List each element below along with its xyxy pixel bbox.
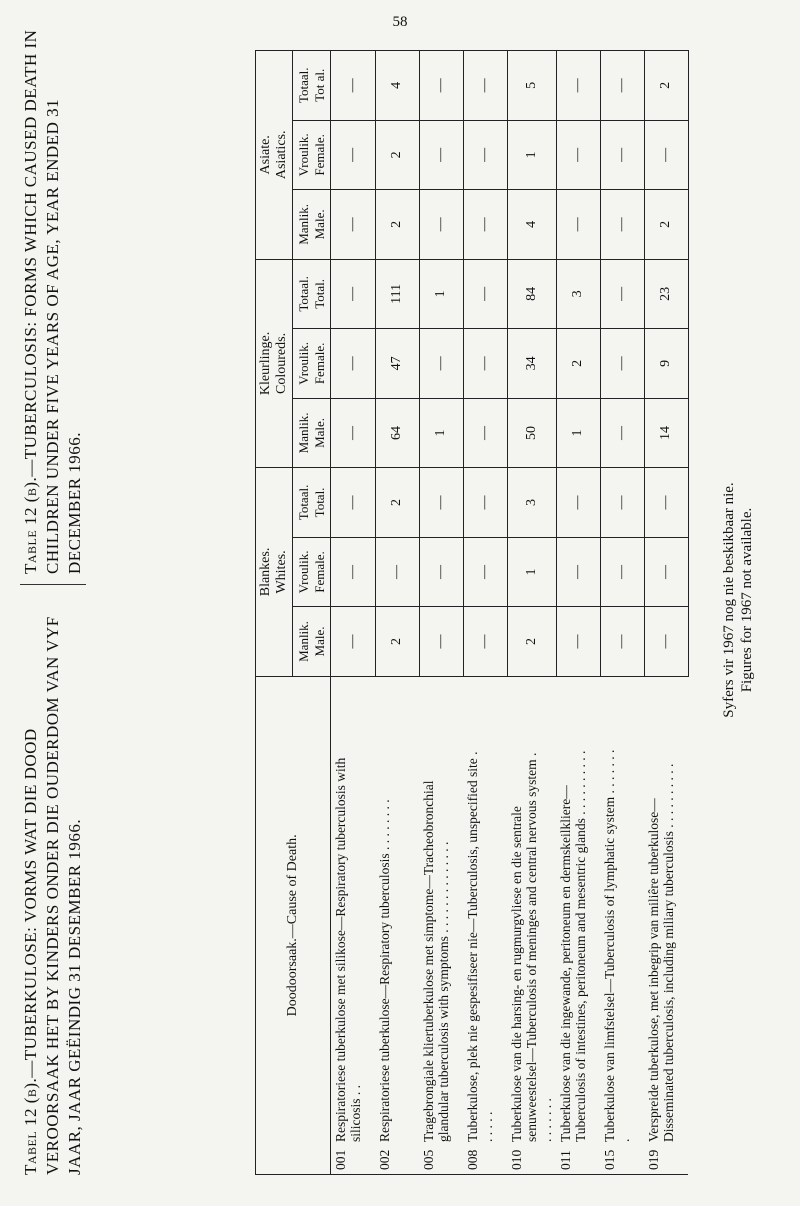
value-cell: 5 <box>507 51 556 121</box>
subheader-total-asiatics: Totaal. Tot al. <box>293 51 331 121</box>
cause-code: 019 <box>646 1149 661 1170</box>
value-cell: 64 <box>375 398 419 468</box>
value-cell: 1 <box>419 259 463 329</box>
value-cell: — <box>556 120 600 190</box>
value-cell: 2 <box>375 607 419 677</box>
value-cell: — <box>419 190 463 260</box>
value-cell: — <box>600 120 644 190</box>
footnote-eng: Figures for 1967 not available. <box>739 507 755 693</box>
value-cell: — <box>331 259 376 329</box>
cause-description: Tuberkulose van die ingewande, peritoneum en dermskeilkliere—Tuberculosis of intestines, peritoneum and mesentric glands . . . . . . . . . . <box>558 750 588 1142</box>
group-whites-afr: Blankes. <box>258 547 273 597</box>
cause-code: 002 <box>377 1149 392 1170</box>
table-titles <box>20 25 140 1175</box>
value-cell: — <box>331 120 376 190</box>
value-cell: 9 <box>644 329 688 399</box>
value-cell: 4 <box>375 51 419 121</box>
value-cell: 4 <box>507 190 556 260</box>
title-afrikaans-lead: Tabel 12 (b). <box>21 1077 40 1175</box>
value-cell: 2 <box>556 329 600 399</box>
table-row <box>507 51 556 1175</box>
value-cell: 2 <box>644 51 688 121</box>
value-cell: — <box>644 537 688 607</box>
cause-description: Respiratoriese tuberkulose met silikose—Respiratory tuberculosis with silicosis . . <box>333 757 363 1142</box>
title-afrikaans-text: —TUBERKULOSE: VORMS WAT DIE DOOD VEROORSAAK HET BY KINDERS ONDER DIE OUDERDOM VAN VYF JAAR, JAAR GEËINDIG 31 DESEMBER 1966. <box>21 616 84 1175</box>
title-afrikaans <box>20 615 86 1175</box>
cause-cell <box>556 676 600 1174</box>
value-cell: — <box>463 607 507 677</box>
value-cell: 50 <box>507 398 556 468</box>
cause-code: 008 <box>465 1149 480 1170</box>
value-cell: — <box>600 259 644 329</box>
value-cell: — <box>463 120 507 190</box>
value-cell: — <box>463 398 507 468</box>
value-cell: 2 <box>644 190 688 260</box>
value-cell: — <box>463 259 507 329</box>
cause-column-header: Doodoorsaak.—Cause of Death. <box>256 676 331 1174</box>
group-whites-eng: Whites. <box>274 550 289 594</box>
value-cell: 34 <box>507 329 556 399</box>
group-coloureds-afr: Kleurlinge. <box>258 331 273 396</box>
tuberculosis-table <box>255 50 689 1175</box>
value-cell: — <box>556 51 600 121</box>
value-cell: — <box>419 329 463 399</box>
value-cell: — <box>644 607 688 677</box>
cause-description: Tuberkulose van limfstelsel—Tuberculosis of lymphatic system . . . . . . . . <box>602 749 632 1142</box>
value-cell: 14 <box>644 398 688 468</box>
value-cell: — <box>331 468 376 538</box>
rotated-table-content <box>20 25 780 1175</box>
value-cell: — <box>644 120 688 190</box>
value-cell: — <box>331 51 376 121</box>
value-cell: — <box>463 537 507 607</box>
table-row <box>600 51 644 1175</box>
subheader-female: Vroulik. Female. <box>293 537 331 607</box>
value-cell: 23 <box>644 259 688 329</box>
title-english <box>20 14 86 585</box>
value-cell: 2 <box>375 120 419 190</box>
cause-cell <box>507 676 556 1174</box>
value-cell: — <box>419 120 463 190</box>
value-cell: — <box>556 468 600 538</box>
cause-cell <box>419 676 463 1174</box>
value-cell: 1 <box>507 537 556 607</box>
group-header-asiatics <box>256 51 293 260</box>
cause-code: 011 <box>558 1150 573 1170</box>
group-header-whites <box>256 468 293 677</box>
value-cell: — <box>600 607 644 677</box>
table-row <box>375 51 419 1175</box>
cause-code: 001 <box>333 1149 348 1170</box>
group-header-coloureds <box>256 259 293 468</box>
value-cell: — <box>463 51 507 121</box>
cause-cell <box>600 676 644 1174</box>
group-asiatics-afr: Asiate. <box>258 135 273 175</box>
value-cell: — <box>419 537 463 607</box>
subheader-total: Totaal. Total. <box>293 259 331 329</box>
value-cell: — <box>463 190 507 260</box>
table-row <box>419 51 463 1175</box>
cause-cell <box>331 676 376 1174</box>
subheader-male: Manlik. Male. <box>293 190 331 260</box>
footnote-afr: Syfers vir 1967 nog nie beskikbaar nie. <box>721 482 737 718</box>
table-body <box>331 51 689 1175</box>
value-cell: — <box>556 190 600 260</box>
cause-description: Tuberkulose, plek nie gespesifiseer nie—Tuberculosis, unspecified site . . . . . . <box>465 751 495 1142</box>
value-cell: 84 <box>507 259 556 329</box>
cause-description: Tragebrongiale kliertuberkulose met simptome—Tracheobronchial glandular tuberculosis with symptoms . . . . . . . . . . . . . . <box>421 780 451 1142</box>
cause-description: Tuberkulose van die harsing- en rugmurgvliese en die sentrale senuweestelsel—Tuberculosis of meninges and central nervous system . . . . . . . . <box>509 752 554 1142</box>
value-cell: — <box>331 190 376 260</box>
table-row <box>463 51 507 1175</box>
value-cell: 1 <box>419 398 463 468</box>
group-asiatics-eng: Asiatics. <box>274 130 289 180</box>
value-cell: — <box>600 537 644 607</box>
value-cell: — <box>375 537 419 607</box>
cause-cell <box>644 676 688 1174</box>
value-cell: — <box>600 468 644 538</box>
value-cell: — <box>556 607 600 677</box>
value-cell: — <box>600 398 644 468</box>
value-cell: — <box>600 329 644 399</box>
subheader-male: Manlik. Male. <box>293 607 331 677</box>
value-cell: 3 <box>556 259 600 329</box>
value-cell: 2 <box>375 468 419 538</box>
subheader-female: Vroulik. Female. <box>293 120 331 190</box>
value-cell: — <box>644 468 688 538</box>
subheader-female: Vroulik. Female. <box>293 329 331 399</box>
value-cell: 3 <box>507 468 556 538</box>
table-row <box>556 51 600 1175</box>
value-cell: — <box>331 398 376 468</box>
value-cell: — <box>600 51 644 121</box>
title-english-lead: Table 12 (b). <box>21 476 40 574</box>
subheader-total: Totaal. Total. <box>293 468 331 538</box>
cause-cell <box>375 676 419 1174</box>
value-cell: — <box>600 190 644 260</box>
cause-code: 005 <box>421 1149 436 1170</box>
value-cell: — <box>419 607 463 677</box>
cause-cell <box>463 676 507 1174</box>
footnote <box>720 25 756 1175</box>
cause-description: Verspreide tuberkulose, met inbegrip van miliêre tuberkulose—Disseminated tuberculosis, including miliary tuberculosis . . . . . . . . . . <box>646 763 676 1142</box>
value-cell: 1 <box>556 398 600 468</box>
page-number: 58 <box>392 14 408 30</box>
value-cell: 1 <box>507 120 556 190</box>
value-cell: 2 <box>507 607 556 677</box>
value-cell: — <box>419 51 463 121</box>
cause-description: Respiratoriese tuberkulose—Respiratory tuberculosis . . . . . . . . <box>377 799 392 1142</box>
value-cell: — <box>556 537 600 607</box>
title-english-text: —TUBERCULOSIS: FORMS WHICH CAUSED DEATH IN CHILDREN UNDER FIVE YEARS OF AGE, YEAR ENDED 31 DECEMBER 1966. <box>21 29 84 574</box>
value-cell: — <box>331 537 376 607</box>
value-cell: 2 <box>375 190 419 260</box>
value-cell: 111 <box>375 259 419 329</box>
value-cell: 47 <box>375 329 419 399</box>
value-cell: — <box>463 329 507 399</box>
cause-code: 010 <box>509 1149 524 1170</box>
value-cell: — <box>463 468 507 538</box>
cause-code: 015 <box>602 1149 617 1170</box>
value-cell: — <box>331 329 376 399</box>
table-row <box>331 51 376 1175</box>
group-coloureds-eng: Coloureds. <box>274 332 289 394</box>
table-row <box>644 51 688 1175</box>
value-cell: — <box>419 468 463 538</box>
value-cell: — <box>331 607 376 677</box>
subheader-male: Manlik. Male. <box>293 398 331 468</box>
